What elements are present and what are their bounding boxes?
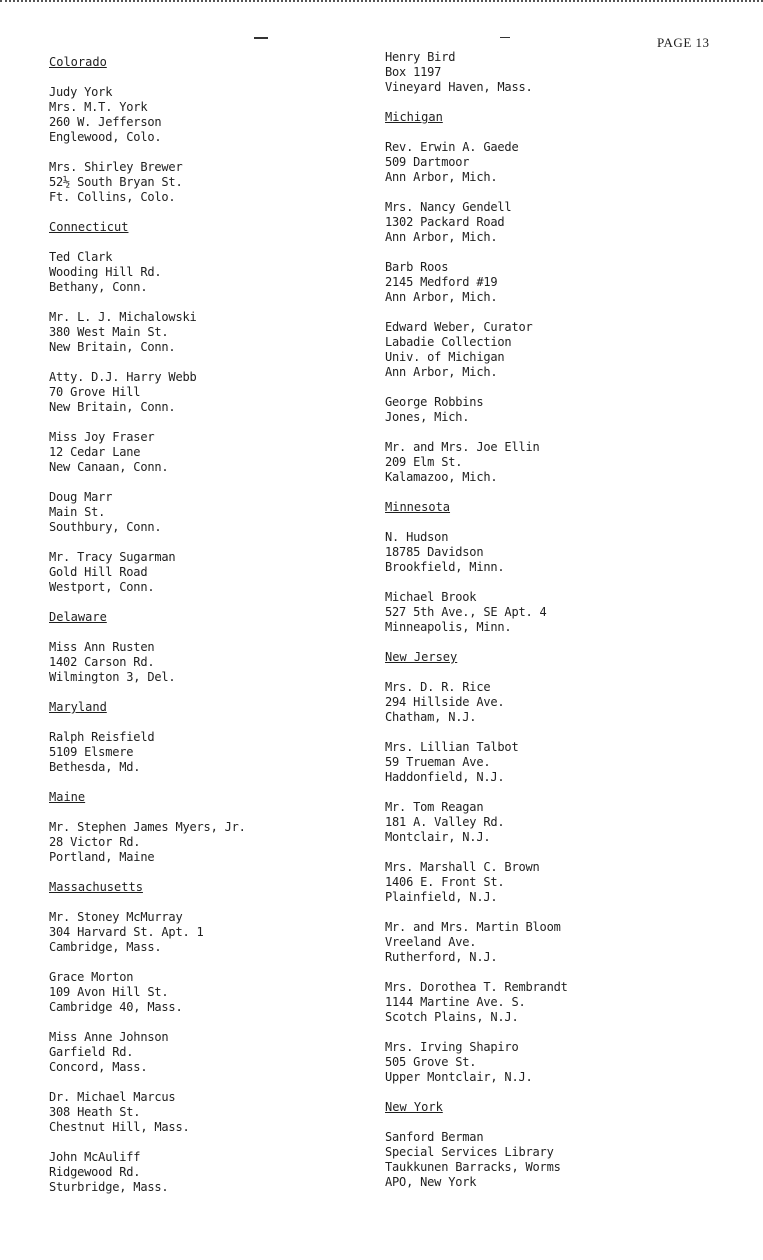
address-line: Jones, Mich.: [385, 410, 470, 424]
address-entry: [385, 395, 715, 425]
address-line: 109 Avon Hill St.: [49, 985, 169, 999]
state-heading: Connecticut: [49, 220, 129, 234]
address-entry: [385, 920, 715, 965]
contact-name: Mrs. Marshall C. Brown: [385, 860, 540, 874]
address-line: Rutherford, N.J.: [385, 950, 498, 964]
address-line: 2145 Medford #19: [385, 275, 498, 289]
contact-name: Mr. Stephen James Myers, Jr.: [49, 820, 246, 834]
address-entry: [49, 910, 379, 955]
address-entry: [49, 550, 379, 595]
address-line: Univ. of Michigan: [385, 350, 505, 364]
state-section: [385, 1100, 715, 1190]
contact-name: Mrs. D. R. Rice: [385, 680, 491, 694]
address-line: 59 Trueman Ave.: [385, 755, 491, 769]
address-line: Ridgewood Rd.: [49, 1165, 141, 1179]
address-line: Chatham, N.J.: [385, 710, 477, 724]
address-line: Wilmington 3, Del.: [49, 670, 176, 684]
address-line: Minneapolis, Minn.: [385, 620, 512, 634]
address-entry: [385, 680, 715, 725]
address-line: 509 Dartmoor: [385, 155, 470, 169]
address-line: Sturbridge, Mass.: [49, 1180, 169, 1194]
contact-name: Edward Weber, Curator: [385, 320, 533, 334]
state-section: [385, 500, 715, 635]
address-entry: [385, 200, 715, 245]
state-heading: Colorado: [49, 55, 107, 69]
address-entry: [385, 590, 715, 635]
address-line: APO, New York: [385, 1175, 477, 1189]
address-line: Gold Hill Road: [49, 565, 148, 579]
contact-name: Miss Joy Fraser: [49, 430, 155, 444]
state-heading: Maryland: [49, 700, 107, 714]
address-entry: [385, 860, 715, 905]
address-line: New Canaan, Conn.: [49, 460, 169, 474]
right-column: [385, 50, 715, 1205]
page-number: PAGE 13: [657, 35, 710, 50]
address-line: 181 A. Valley Rd.: [385, 815, 505, 829]
address-line: 209 Elm St.: [385, 455, 463, 469]
address-line: Bethesda, Md.: [49, 760, 141, 774]
address-line: 1406 E. Front St.: [385, 875, 505, 889]
address-line: Westport, Conn.: [49, 580, 155, 594]
address-line: Ft. Collins, Colo.: [49, 190, 176, 204]
contact-name: Mr. Tom Reagan: [385, 800, 484, 814]
contact-name: Mr. L. J. Michalowski: [49, 310, 197, 324]
address-line: Chestnut Hill, Mass.: [49, 1120, 190, 1134]
address-line: Ann Arbor, Mich.: [385, 230, 498, 244]
contact-name: Mr. Stoney McMurray: [49, 910, 183, 924]
contact-name: George Robbins: [385, 395, 484, 409]
address-entry: [49, 430, 379, 475]
contact-name: Mrs. Dorothea T. Rembrandt: [385, 980, 568, 994]
state-heading: New Jersey: [385, 650, 458, 664]
address-line: 308 Heath St.: [49, 1105, 141, 1119]
state-heading: Michigan: [385, 110, 443, 124]
address-entry: [385, 740, 715, 785]
address-entry: [49, 820, 379, 865]
address-entry: [385, 1040, 715, 1085]
address-line: Brookfield, Minn.: [385, 560, 505, 574]
contact-name: Mr. and Mrs. Martin Bloom: [385, 920, 561, 934]
state-section: [385, 650, 715, 1085]
contact-name: Dr. Michael Marcus: [49, 1090, 176, 1104]
address-entry: [385, 260, 715, 305]
contact-name: Mrs. Irving Shapiro: [385, 1040, 519, 1054]
left-column: [49, 55, 379, 1210]
address-line: Cambridge 40, Mass.: [49, 1000, 183, 1014]
address-line: Labadie Collection: [385, 335, 512, 349]
address-line: Box 1197: [385, 65, 442, 79]
address-line: Englewood, Colo.: [49, 130, 162, 144]
address-line: New Britain, Conn.: [49, 340, 176, 354]
address-line: Portland, Maine: [49, 850, 155, 864]
contact-name: Mr. Tracy Sugarman: [49, 550, 176, 564]
contact-name: Michael Brook: [385, 590, 477, 604]
contact-name: Judy York: [49, 85, 113, 99]
address-entry: [49, 1030, 379, 1075]
address-entry: [385, 440, 715, 485]
address-line: 18785 Davidson: [385, 545, 484, 559]
contact-name: Miss Anne Johnson: [49, 1030, 169, 1044]
address-entry: [49, 370, 379, 415]
address-entry: [49, 310, 379, 355]
address-line: New Britain, Conn.: [49, 400, 176, 414]
contact-name: Mrs. Lillian Talbot: [385, 740, 519, 754]
address-line: 52½ South Bryan St.: [49, 175, 183, 189]
state-section: [49, 880, 379, 1195]
address-entry: [385, 50, 715, 95]
state-heading: Massachusetts: [49, 880, 143, 894]
state-heading: New York: [385, 1100, 443, 1114]
address-line: 28 Victor Rd.: [49, 835, 141, 849]
state-section: [385, 110, 715, 485]
contact-name: Mr. and Mrs. Joe Ellin: [385, 440, 540, 454]
address-line: Montclair, N.J.: [385, 830, 491, 844]
contact-name: Atty. D.J. Harry Webb: [49, 370, 197, 384]
address-line: Concord, Mass.: [49, 1060, 148, 1074]
address-line: 70 Grove Hill: [49, 385, 141, 399]
address-line: 260 W. Jefferson: [49, 115, 162, 129]
contact-name: N. Hudson: [385, 530, 449, 544]
address-entry: [385, 980, 715, 1025]
address-line: 380 West Main St.: [49, 325, 169, 339]
state-section: [49, 610, 379, 685]
address-entry: [49, 160, 379, 205]
state-heading: Maine: [49, 790, 86, 804]
contact-name: Mrs. Nancy Gendell: [385, 200, 512, 214]
address-line: 304 Harvard St. Apt. 1: [49, 925, 204, 939]
address-entry: [49, 970, 379, 1015]
contact-name: Ted Clark: [49, 250, 113, 264]
address-line: 294 Hillside Ave.: [385, 695, 505, 709]
contact-name: Ralph Reisfield: [49, 730, 155, 744]
address-line: 5109 Elsmere: [49, 745, 134, 759]
address-entry: [385, 140, 715, 185]
address-line: Ann Arbor, Mich.: [385, 170, 498, 184]
address-entry: [49, 1150, 379, 1195]
address-line: 1302 Packard Road: [385, 215, 505, 229]
contact-name: John McAuliff: [49, 1150, 141, 1164]
contact-name: Grace Morton: [49, 970, 134, 984]
address-line: Special Services Library: [385, 1145, 554, 1159]
address-entry: [385, 1130, 715, 1190]
address-line: Cambridge, Mass.: [49, 940, 162, 954]
address-entry: [49, 490, 379, 535]
address-line: Scotch Plains, N.J.: [385, 1010, 519, 1024]
stray-mark: [254, 37, 268, 39]
contact-name: Henry Bird: [385, 50, 456, 64]
contact-name: Sanford Berman: [385, 1130, 484, 1144]
page-top-border: [0, 0, 763, 6]
address-line: Wooding Hill Rd.: [49, 265, 162, 279]
address-line: 527 5th Ave., SE Apt. 4: [385, 605, 547, 619]
address-line: Taukkunen Barracks, Worms: [385, 1160, 561, 1174]
address-line: 1144 Martine Ave. S.: [385, 995, 526, 1009]
address-line: Mrs. M.T. York: [49, 100, 148, 114]
address-entry: [385, 800, 715, 845]
state-section: [385, 50, 715, 95]
address-entry: [385, 530, 715, 575]
address-line: Kalamazoo, Mich.: [385, 470, 498, 484]
address-line: 12 Cedar Lane: [49, 445, 141, 459]
address-entry: [49, 640, 379, 685]
address-line: Upper Montclair, N.J.: [385, 1070, 533, 1084]
address-line: 505 Grove St.: [385, 1055, 477, 1069]
address-line: Main St.: [49, 505, 106, 519]
state-section: [49, 220, 379, 595]
state-heading: Minnesota: [385, 500, 451, 514]
contact-name: Miss Ann Rusten: [49, 640, 155, 654]
address-line: Ann Arbor, Mich.: [385, 290, 498, 304]
address-line: Haddonfield, N.J.: [385, 770, 505, 784]
stray-mark: [500, 37, 510, 38]
address-line: Ann Arbor, Mich.: [385, 365, 498, 379]
address-line: Plainfield, N.J.: [385, 890, 498, 904]
state-section: [49, 55, 379, 205]
address-line: Southbury, Conn.: [49, 520, 162, 534]
address-entry: [49, 250, 379, 295]
address-entry: [385, 320, 715, 380]
address-entry: [49, 730, 379, 775]
contact-name: Doug Marr: [49, 490, 113, 504]
contact-name: Rev. Erwin A. Gaede: [385, 140, 519, 154]
address-line: Bethany, Conn.: [49, 280, 148, 294]
address-line: Garfield Rd.: [49, 1045, 134, 1059]
state-section: [49, 700, 379, 775]
contact-name: Barb Roos: [385, 260, 449, 274]
contact-name: Mrs. Shirley Brewer: [49, 160, 183, 174]
state-heading: Delaware: [49, 610, 107, 624]
address-line: Vreeland Ave.: [385, 935, 477, 949]
address-line: Vineyard Haven, Mass.: [385, 80, 533, 94]
address-line: 1402 Carson Rd.: [49, 655, 155, 669]
address-entry: [49, 1090, 379, 1135]
address-entry: [49, 85, 379, 145]
state-section: [49, 790, 379, 865]
